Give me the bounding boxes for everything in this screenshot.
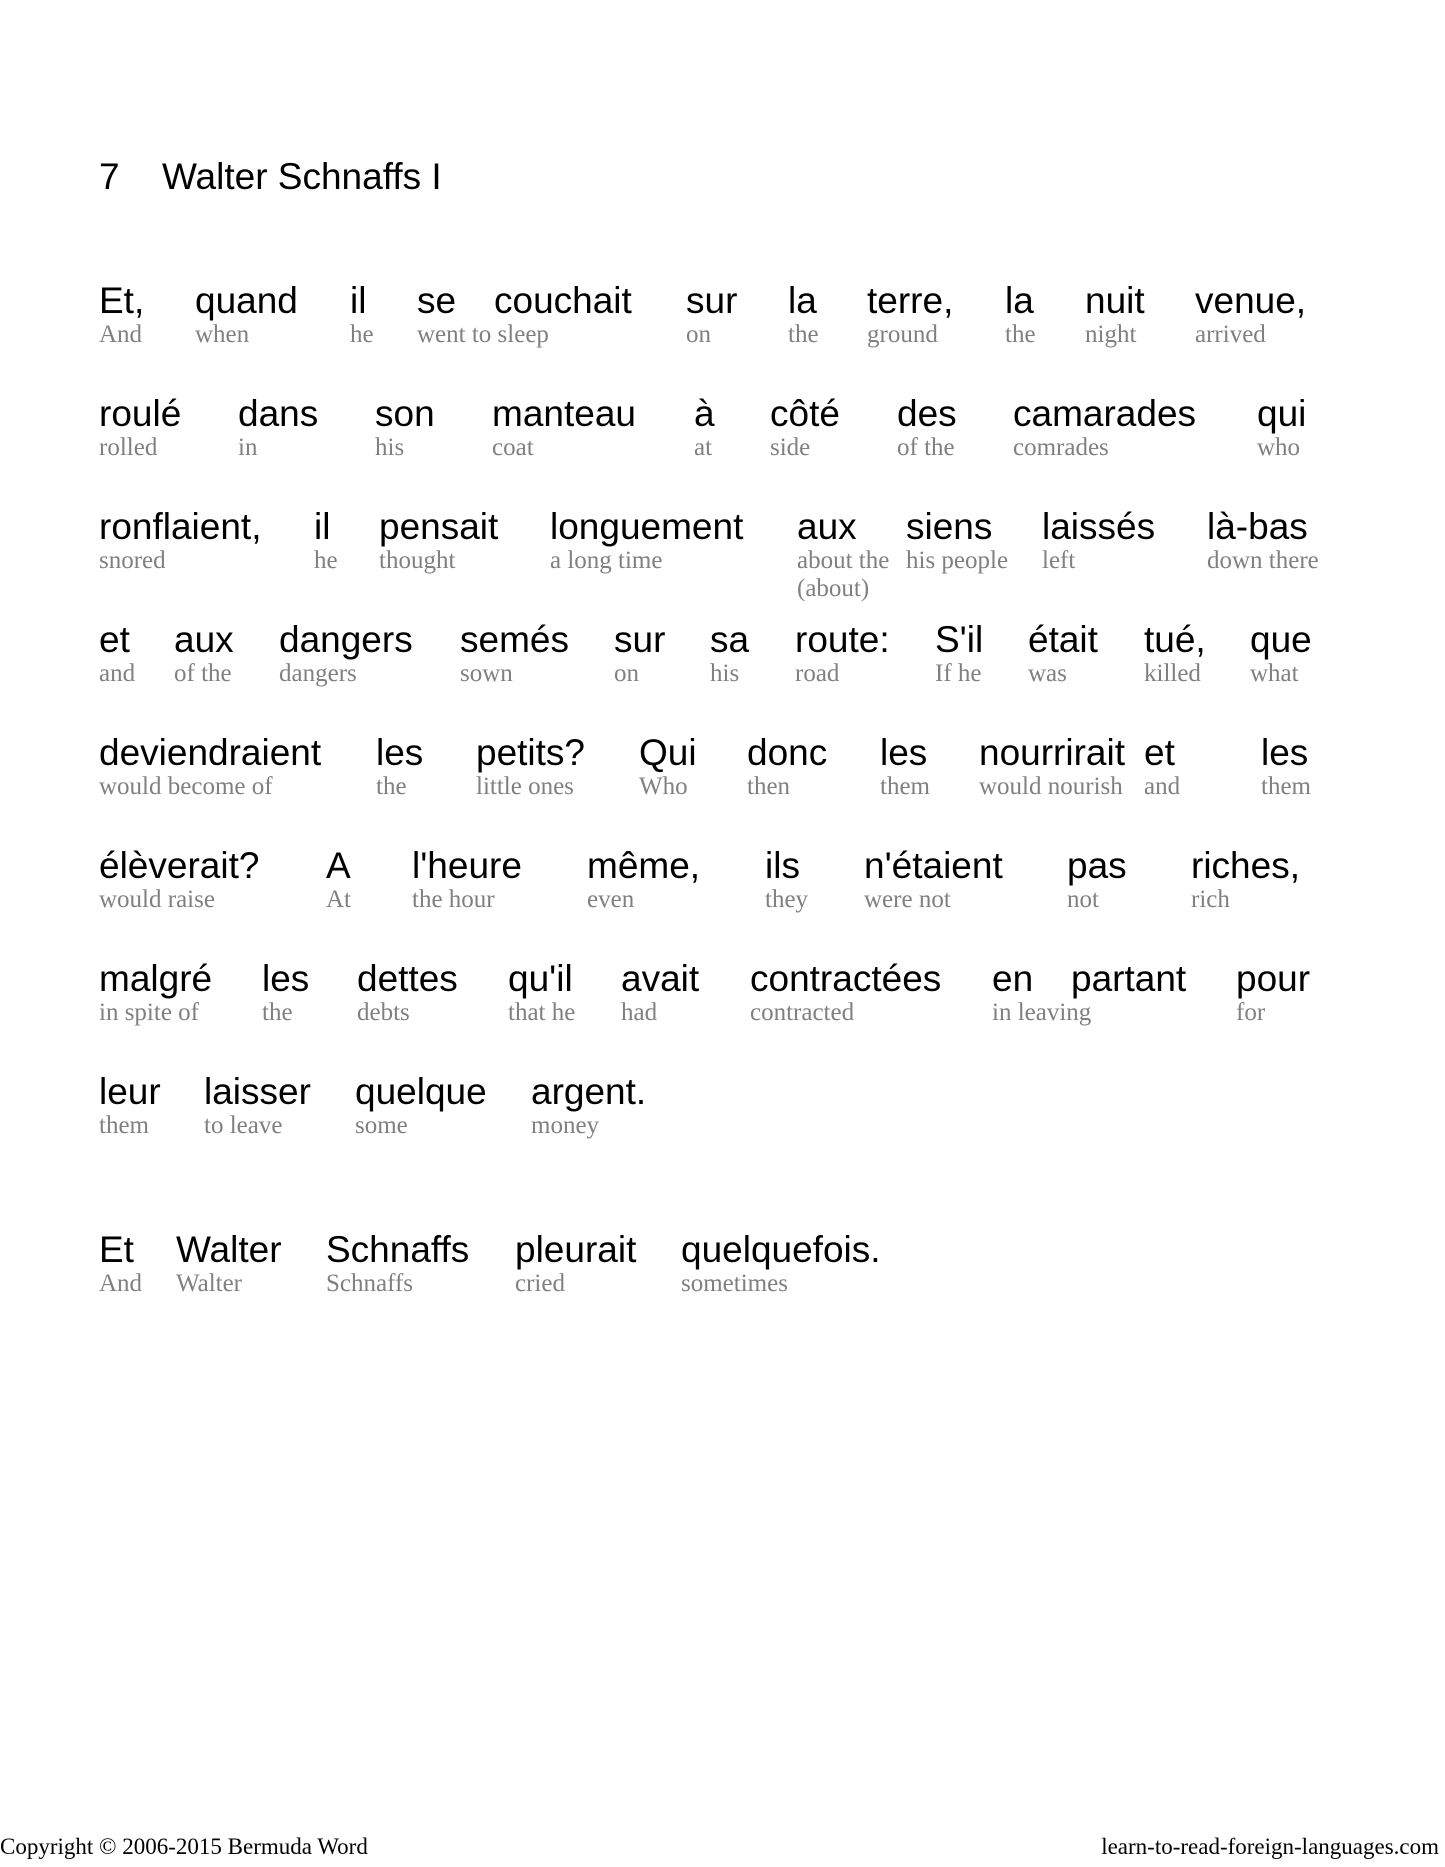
english-gloss: and [99,660,136,687]
french-word: que [1250,619,1312,660]
french-word: roulé [99,393,182,434]
french-word: camarades [1013,393,1197,434]
english-gloss: rolled [99,434,158,461]
french-word: des [897,393,957,434]
english-gloss: on [686,321,711,348]
english-gloss: his [375,434,405,461]
french-word: se [417,280,457,321]
english-gloss: arrived [1195,321,1266,348]
french-word: Schnaffs [326,1229,470,1270]
french-word: dangers [279,619,413,660]
english-gloss: for [1236,999,1266,1026]
english-gloss: would nourish [979,773,1123,800]
english-gloss: his [710,660,740,687]
french-word: petits? [476,732,586,773]
english-gloss: were not [864,886,951,913]
french-word: nuit [1085,280,1145,321]
english-gloss: Walter [176,1270,243,1297]
english-gloss: in spite of [99,999,199,1026]
english-gloss: If he [935,660,982,687]
french-word: qu'il [508,958,573,999]
english-gloss: in [238,434,258,461]
french-word: dettes [357,958,458,999]
french-word: aux [797,506,857,547]
english-gloss: they [765,886,809,913]
text-line [0,957,1445,1047]
french-word: en [992,958,1034,999]
english-gloss: killed [1144,660,1201,687]
french-word: laissés [1042,506,1156,547]
french-word: contractées [750,958,942,999]
english-gloss: them [1261,773,1311,800]
english-gloss: sometimes [681,1270,788,1297]
french-word: longuement [550,506,744,547]
text-line [0,1228,1445,1318]
french-word: riches, [1191,845,1300,886]
english-gloss: about the [797,547,890,574]
french-word: pensait [379,506,499,547]
english-gloss: Schnaffs [326,1270,414,1297]
chapter-title: Walter Schnaffs I [162,156,442,197]
french-word: n'étaient [864,845,1003,886]
english-gloss: who [1257,434,1301,461]
french-word: tué, [1144,619,1206,660]
english-gloss: And [99,1270,143,1297]
english-gloss: little ones [476,773,574,800]
english-gloss: when [195,321,250,348]
english-gloss: coat [492,434,534,461]
french-word: il [314,506,331,547]
french-word: avait [621,958,700,999]
english-gloss: would raise [99,886,215,913]
english-gloss: was [1028,660,1067,687]
english-gloss: road [795,660,840,687]
english-gloss: the [1005,321,1036,348]
french-word: côté [770,393,840,434]
french-word: terre, [867,280,954,321]
french-word: pas [1067,845,1127,886]
english-gloss: ground [867,321,938,348]
french-word: nourrirait [979,732,1125,773]
english-gloss: went to sleep [417,321,549,348]
french-word: venue, [1195,280,1307,321]
english-gloss: he [350,321,374,348]
english-gloss: side [770,434,811,461]
english-gloss: had [621,999,658,1026]
chapter-number: 7 [99,156,120,197]
french-word: laisser [204,1071,311,1112]
english-gloss: night [1085,321,1137,348]
footer-site: learn-to-read-foreign-languages.com [1101,1834,1439,1859]
text-line [0,505,1445,602]
english-gloss: at [694,434,713,461]
english-gloss: left [1042,547,1076,574]
french-word: semés [460,619,569,660]
french-word: manteau [492,393,636,434]
text-line [0,392,1445,482]
english-gloss: on [614,660,639,687]
english-gloss: the [262,999,293,1026]
english-gloss: even [587,886,635,913]
english-gloss: them [99,1112,149,1139]
text-line [0,618,1445,708]
french-word: dans [238,393,319,434]
english-gloss: And [99,321,143,348]
french-word: et [99,619,130,660]
french-word: et [1144,732,1175,773]
english-gloss: would become of [99,773,273,800]
text-line [0,1070,1445,1160]
french-word: pour [1236,958,1311,999]
french-word: aux [174,619,234,660]
english-gloss: At [326,886,351,913]
french-word: leur [99,1071,161,1112]
french-word: Et [99,1229,134,1270]
french-word: la [788,280,817,321]
text-line [0,731,1445,821]
french-word: Et, [99,280,145,321]
english-gloss: of the [897,434,955,461]
french-word: était [1028,619,1098,660]
french-word: couchait [494,280,632,321]
french-word: qui [1257,393,1307,434]
english-gloss: comrades [1013,434,1109,461]
english-gloss: rich [1191,886,1230,913]
english-gloss: what [1250,660,1299,687]
english-gloss: down there [1207,547,1319,574]
footer-copyright: Copyright © 2006-2015 Bermuda Word [0,1834,368,1859]
english-gloss: thought [379,547,456,574]
english-gloss: cried [515,1270,565,1297]
english-gloss: sown [460,660,513,687]
english-gloss: in leaving [992,999,1092,1026]
english-gloss: his people [906,547,1009,574]
french-word: les [262,958,310,999]
french-word: il [350,280,367,321]
french-word: S'il [935,619,984,660]
english-gloss: contracted [750,999,855,1026]
french-word: son [375,393,435,434]
french-word: sur [686,280,738,321]
english-gloss: and [1144,773,1181,800]
french-word: les [376,732,424,773]
english-gloss: some [355,1112,408,1139]
french-word: quelquefois. [681,1229,881,1270]
english-gloss-secondary: (about) [797,575,870,602]
french-word: route: [795,619,890,660]
french-word: argent. [531,1071,647,1112]
text-line [0,844,1445,934]
english-gloss: of the [174,660,232,687]
english-gloss: then [747,773,791,800]
french-word: à [694,393,715,434]
french-word: sur [614,619,666,660]
text-line [0,279,1445,369]
french-word: quand [195,280,298,321]
french-word: là-bas [1207,506,1308,547]
english-gloss: the [376,773,407,800]
french-word: malgré [99,958,213,999]
english-gloss: snored [99,547,166,574]
english-gloss: the [788,321,819,348]
english-gloss: a long time [550,547,663,574]
english-gloss: them [880,773,930,800]
french-word: les [1261,732,1309,773]
french-word: sa [710,619,750,660]
french-word: deviendraient [99,732,322,773]
chapter-heading [99,156,442,198]
english-gloss: money [531,1112,600,1139]
english-gloss: to leave [204,1112,283,1139]
french-word: Walter [176,1229,282,1270]
french-word: l'heure [412,845,522,886]
french-word: ronflaient, [99,506,262,547]
french-word: pleurait [515,1229,637,1270]
french-word: Qui [639,732,697,773]
french-word: ils [765,845,800,886]
english-gloss: he [314,547,338,574]
french-word: A [326,845,351,886]
english-gloss: that he [508,999,576,1026]
french-word: partant [1071,958,1187,999]
french-word: donc [747,732,828,773]
french-word: la [1005,280,1034,321]
french-word: siens [906,506,993,547]
french-word: élèverait? [99,845,260,886]
french-word: les [880,732,928,773]
english-gloss: not [1067,886,1099,913]
french-word: même, [587,845,701,886]
english-gloss: Who [639,773,688,800]
french-word: quelque [355,1071,487,1112]
english-gloss: dangers [279,660,357,687]
english-gloss: debts [357,999,410,1026]
english-gloss: the hour [412,886,495,913]
